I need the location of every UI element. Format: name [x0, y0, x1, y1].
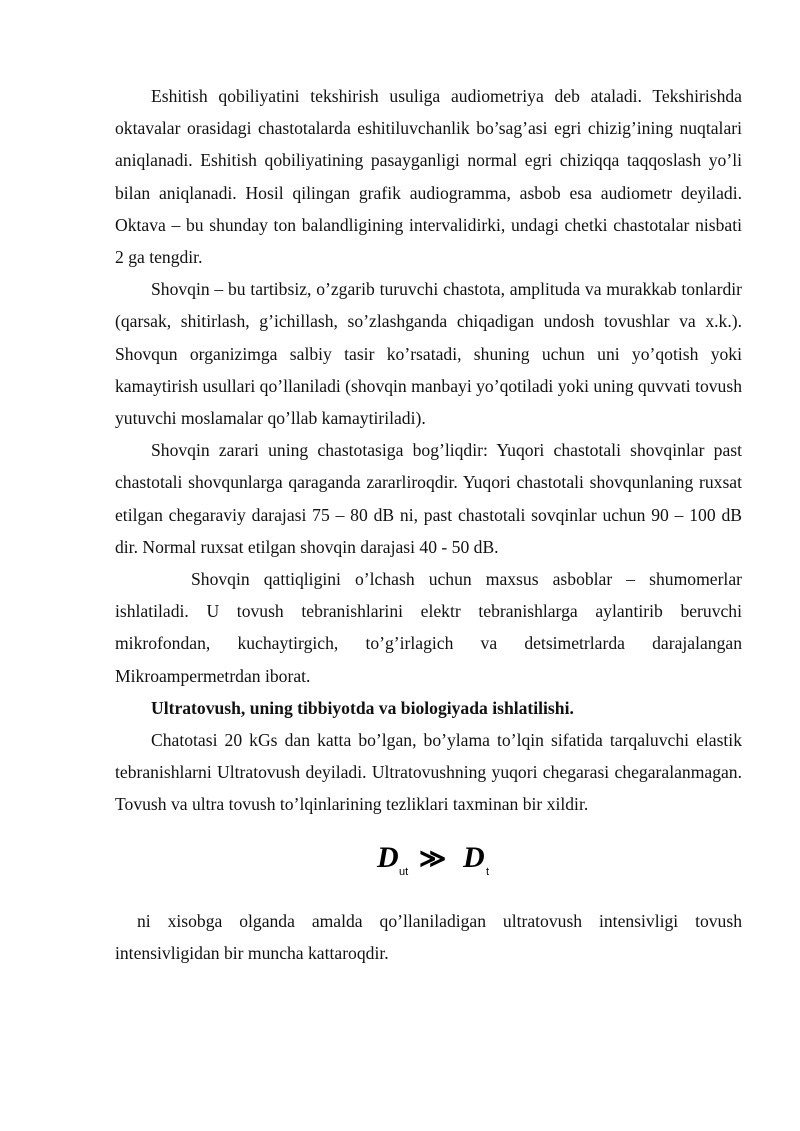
section-heading-ultrasound: Ultratovush, uning tibbiyotda va biologiyada ishlatilishi. [151, 697, 574, 718]
paragraph-audiometry: Eshitish qobiliyatini tekshirish usuliga audiometriya deb ataladi. Tekshirishda oktavalar orasidagi chastotalarda eshitiluvchanlik bo’sag’asi egri chizig’ining nuqtalari aniqlanadi. Eshitish qobiliyatining pasayganligi normal egri chiziqqa taqqoslash yo’li bilan aniqlanadi. Hosil qilingan grafik audiogramma, asbob esa audiometr deyiladi. Oktava – bu shunday ton balandligining intervalidirki, undagi chetki chastotalar nisbati 2 ga tengdir. [115, 86, 742, 268]
formula-relation: ≫ [418, 843, 446, 873]
formula-right-subscript: t [485, 865, 489, 878]
formula-graphic [375, 837, 505, 881]
formula-left-subscript: ut [398, 865, 408, 878]
paragraph-ultrasound-definition: Chatotasi 20 kGs dan katta bo’lgan, bo’ylama to’lqin sifatida tarqaluvchi elastik tebranishlarni Ultratovush deyiladi. Ultratovushning yuqori chegarasi chegaralanmagan. Tovush va ultra tovush to’lqinlarining tezliklari taxminan bir xildir. [115, 730, 742, 815]
formula-right-symbol: D [462, 840, 485, 874]
paragraph-noise-measurement: Shovqin qattiqligini o’lchash uchun maxsus asboblar – shumomerlar ishlatiladi. U tovush tebranishlarini elektr tebranishlarga aylantirib beruvchi mikrofondan, kuchaytirgich, to’g’irlagich va detsimetrlarda darajalangan Mikroampermetrdan iborat. [115, 569, 742, 686]
paragraph-noise-harm: Shovqin zarari uning chastotasiga bog’liqdir: Yuqori chastotali shovqinlar past chastotali shovqunlarga qaraganda zararliroqdir. Yuqori chastotali shovqunlaning ruxsat etilgan chegaraviy darajasi 75 – 80 dB ni, past chastotali sovqinlar uchun 90 – 100 dB dir. Normal ruxsat etilgan shovqin darajasi 40 - 50 dB. [115, 440, 742, 557]
paragraph-noise-definition: Shovqin – bu tartibsiz, o’zgarib turuvchi chastota, amplituda va murakkab tonlardir (qarsak, shitirlash, g’ichillash, so’zlashganda chiqadigan undosh tovushlar va x.k.). Shovqun organizimga salbiy tasir ko’rsatadi, shuning uchun uni yo’qotish yoki kamaytirish usullari qo’llaniladi (shovqin manbayi yo’qotiladi yoki uning quvvati tovush yutuvchi moslamalar qo’llab kamaytiriladi). [115, 279, 742, 429]
document-body [115, 80, 742, 969]
formula-left-symbol: D [376, 840, 399, 874]
paragraph-ultrasound-intensity: ni xisobga olganda amalda qo’llaniladigan ultratovush intensivligi tovush intensivligidan bir muncha kattaroqdir. [115, 910, 742, 963]
formula-frequency-comparison [115, 827, 742, 891]
